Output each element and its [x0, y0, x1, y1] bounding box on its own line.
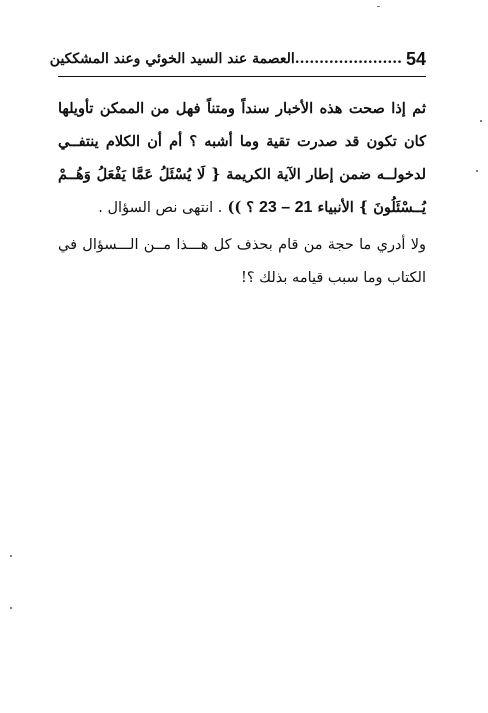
text-line: ضمن إطار الآية الكريمة — [226, 166, 372, 183]
page-number: 54 — [405, 48, 426, 69]
paragraph-question-end — [58, 92, 426, 225]
margin-speck — [480, 120, 482, 122]
surah-name: الأنبياء — [317, 199, 354, 216]
scan-mark — [377, 6, 380, 7]
page-body — [58, 92, 426, 295]
paragraph-author-comment — [58, 229, 426, 295]
margin-speck — [476, 170, 478, 172]
closing-marks: ؟ )) — [227, 199, 254, 216]
margin-speck — [10, 607, 12, 609]
text-line: ولا أدري ما حجة من قام بحذف كل هـــذا مــن الـــسؤال في — [58, 237, 426, 253]
running-title-text: العصمة عند السيد الخوئي وعند المشككين — [49, 51, 295, 67]
end-of-question-note: . انتهى نص السؤال . — [98, 200, 223, 216]
header-rule — [58, 76, 426, 77]
page-header — [49, 44, 426, 74]
leader-dots: ...................... — [294, 51, 402, 67]
text-line: ثم إذا صحت هذه الأخبار سنداً ومتناً فهل من الممكن تأويلها كان — [58, 100, 426, 150]
verse-range: 21 – 23 — [259, 199, 313, 216]
quran-verse: { لَا يُسْئَلُ عَمَّا يَفْعَلُ وَهُــمْ يُــسْئَلُونَ } — [58, 166, 426, 216]
text-line: الكتاب وما سبب قيامه بذلك ؟! — [241, 270, 426, 286]
running-title — [50, 51, 402, 67]
text-line: تكون قد صدرت تقية وما أشبه ؟ أم أن الكلام ينتفــي لدخولــه — [58, 133, 426, 183]
margin-speck — [10, 555, 12, 557]
